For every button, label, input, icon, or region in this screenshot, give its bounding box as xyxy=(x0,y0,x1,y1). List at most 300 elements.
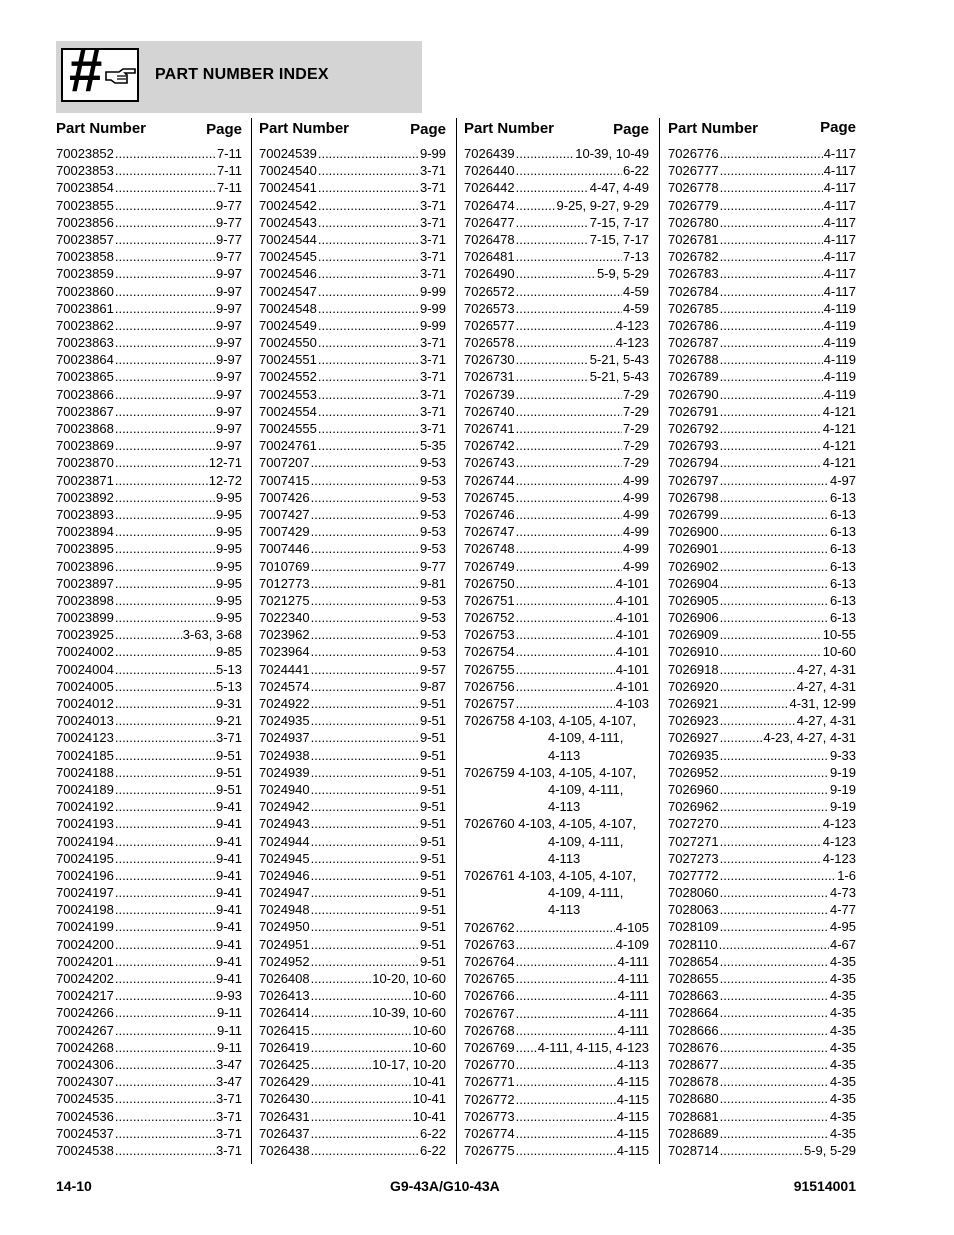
part-number: 70024542 xyxy=(259,197,317,213)
page-reference: 6-13 xyxy=(829,592,856,608)
leader-dots xyxy=(311,1022,412,1039)
page-reference: 4-113 xyxy=(616,1057,649,1073)
index-row xyxy=(56,506,242,523)
page-reference: 7-29 xyxy=(622,438,649,454)
index-row xyxy=(259,661,446,678)
index-row xyxy=(668,815,856,832)
part-number: 70024307 xyxy=(56,1074,114,1090)
part-number: 70024199 xyxy=(56,919,114,935)
index-row-multiline xyxy=(464,764,649,816)
index-row xyxy=(464,162,649,179)
page-reference: 9-51 xyxy=(419,902,446,918)
index-row xyxy=(668,231,856,248)
page-reference: 4-117 xyxy=(823,283,856,299)
index-row xyxy=(668,695,856,712)
leader-dots xyxy=(516,248,622,265)
part-number: 70024545 xyxy=(259,249,317,265)
part-number: 70024543 xyxy=(259,214,317,230)
leader-dots xyxy=(720,1125,829,1142)
leader-dots xyxy=(720,918,829,935)
part-number: 7028689 xyxy=(668,1125,719,1141)
index-row xyxy=(259,884,446,901)
multiline-entry xyxy=(464,712,636,729)
page-reference: 5-9, 5-29 xyxy=(803,1142,856,1158)
index-row xyxy=(464,403,649,420)
page-reference: 4-111 xyxy=(617,971,649,987)
index-row xyxy=(668,523,856,540)
part-number: 7024945 xyxy=(259,850,310,866)
leader-dots xyxy=(516,472,622,489)
part-number: 7028677 xyxy=(668,1056,719,1072)
part-number-header: Part Number xyxy=(259,120,350,137)
page-reference: 9-33 xyxy=(829,747,856,763)
index-row xyxy=(668,970,856,987)
page-reference: 1-6 xyxy=(837,867,856,883)
part-number: 70024185 xyxy=(56,747,114,763)
page-reference: 9-51 xyxy=(419,919,446,935)
index-row xyxy=(464,523,649,540)
leader-dots xyxy=(115,626,182,643)
index-row xyxy=(464,283,649,300)
page-reference: 9-41 xyxy=(215,971,242,986)
page-reference: 6-13 xyxy=(829,489,856,505)
part-number: 70024541 xyxy=(259,180,317,196)
part-number: 7026408 xyxy=(259,971,310,986)
index-row xyxy=(56,1090,242,1107)
part-number: 70024540 xyxy=(259,163,317,179)
leader-dots xyxy=(311,454,419,471)
index-row xyxy=(464,489,649,506)
part-number: 7026756 xyxy=(464,678,515,694)
page-reference: 9-95 xyxy=(215,524,242,540)
page-reference: 9-57 xyxy=(419,661,446,677)
part-number: 7028676 xyxy=(668,1039,719,1055)
part-number: 7024952 xyxy=(259,953,310,969)
index-row xyxy=(56,420,242,437)
page-reference: 4-123 xyxy=(822,833,856,849)
index-row xyxy=(668,1073,856,1090)
page-reference: 9-51 xyxy=(419,850,446,866)
part-number: 7026910 xyxy=(668,644,719,660)
page-reference: 4-67 xyxy=(829,936,856,952)
index-row xyxy=(56,678,242,695)
leader-dots xyxy=(720,420,822,437)
page-reference: 9-11 xyxy=(216,1039,242,1055)
part-number: 7026960 xyxy=(668,781,719,797)
index-row xyxy=(56,437,242,454)
part-number: 70024553 xyxy=(259,386,317,402)
page-reference: 4-77 xyxy=(829,902,856,918)
page-reference: 5-13 xyxy=(215,661,242,677)
index-row xyxy=(464,1108,649,1125)
page-reference: 9-99 xyxy=(419,300,446,316)
index-row xyxy=(56,1056,242,1073)
leader-dots xyxy=(115,695,215,712)
part-number: 7026798 xyxy=(668,489,719,505)
part-number: 7007427 xyxy=(259,506,310,522)
leader-dots xyxy=(318,231,419,248)
page-reference: 9-95 xyxy=(215,541,242,557)
part-number: 70023862 xyxy=(56,317,114,333)
index-row xyxy=(259,300,446,317)
page-reference: 7-29 xyxy=(622,386,649,402)
page-reference: 9-51 xyxy=(419,747,446,763)
page-reference: 4-35 xyxy=(829,1039,856,1055)
page-reference: 9-51 xyxy=(419,696,446,711)
leader-dots xyxy=(115,661,215,678)
page-reference: 4-99 xyxy=(622,472,649,488)
part-number: 7021275 xyxy=(259,592,310,608)
leader-dots xyxy=(311,867,419,884)
index-row xyxy=(56,523,242,540)
index-row xyxy=(668,833,856,850)
leader-dots xyxy=(516,575,615,592)
leader-dots xyxy=(311,747,419,764)
leader-dots xyxy=(311,540,419,557)
part-number: 7026791 xyxy=(668,403,719,419)
index-row xyxy=(668,454,856,471)
index-row xyxy=(56,1108,242,1125)
document-number: 91514001 xyxy=(793,1178,856,1194)
leader-dots xyxy=(318,334,419,351)
page-reference: 9-19 xyxy=(829,781,856,797)
page-reference: 9-53 xyxy=(419,610,446,626)
leader-dots xyxy=(516,1091,616,1108)
page-header: Page xyxy=(410,121,446,138)
part-number: 7024944 xyxy=(259,833,310,849)
page-reference: 4-31, 12-99 xyxy=(789,696,856,711)
leader-dots xyxy=(115,472,208,489)
leader-dots xyxy=(720,214,823,231)
index-row xyxy=(259,592,446,609)
index-row xyxy=(56,351,242,368)
leader-dots xyxy=(516,678,615,695)
part-number: 7026787 xyxy=(668,335,719,351)
page-reference: 4-113 xyxy=(548,902,581,918)
index-row xyxy=(259,901,446,918)
index-row xyxy=(668,712,856,729)
leader-dots xyxy=(115,558,215,575)
page-reference: 9-53 xyxy=(419,541,446,557)
index-row xyxy=(668,1125,856,1142)
page-reference: 9-11 xyxy=(216,1005,242,1021)
leader-dots xyxy=(516,386,622,403)
index-row xyxy=(259,1108,446,1125)
leader-dots xyxy=(318,197,419,214)
index-row xyxy=(259,747,446,764)
leader-dots xyxy=(318,386,419,403)
page-reference: 6-22 xyxy=(419,1125,446,1141)
page-reference: 4-117 xyxy=(823,146,856,161)
page-reference: 4-103, 4-105, 4-107, xyxy=(518,868,637,884)
page-reference: 4-117 xyxy=(823,266,856,282)
part-number: 7026748 xyxy=(464,541,515,557)
part-number: 7027271 xyxy=(668,833,719,849)
page-reference: 4-101 xyxy=(615,644,649,660)
leader-dots xyxy=(720,1142,803,1159)
index-row xyxy=(259,540,446,557)
index-row xyxy=(56,661,242,678)
part-number: 70024306 xyxy=(56,1056,114,1072)
page-reference: 3-71 xyxy=(419,386,446,402)
page-reference: 4-97 xyxy=(829,472,856,488)
page-reference: 4-117 xyxy=(823,214,856,230)
index-row xyxy=(56,609,242,626)
page-reference: 4-109, 4-111, xyxy=(548,730,624,746)
leader-dots xyxy=(720,523,829,540)
index-row xyxy=(464,420,649,437)
page-reference: 4-117 xyxy=(823,180,856,196)
part-number: 7026771 xyxy=(464,1074,515,1090)
leader-dots xyxy=(311,729,419,746)
page-reference: 10-41 xyxy=(412,1108,446,1124)
page-reference: 9-53 xyxy=(419,592,446,608)
page-reference: 5-21, 5-43 xyxy=(589,352,649,368)
leader-dots xyxy=(516,1022,617,1039)
leader-dots xyxy=(516,609,615,626)
index-row xyxy=(259,798,446,815)
part-number: 70024200 xyxy=(56,936,114,952)
part-number: 70024536 xyxy=(56,1108,114,1124)
index-column-2 xyxy=(259,120,446,1159)
leader-dots xyxy=(115,678,215,695)
part-number: 7026781 xyxy=(668,231,719,247)
index-row xyxy=(56,489,242,506)
leader-dots xyxy=(720,575,829,592)
leader-dots xyxy=(720,489,829,506)
page-reference: 9-81 xyxy=(419,575,446,591)
page-reference: 3-71 xyxy=(215,1108,242,1124)
index-row xyxy=(668,179,856,196)
leader-dots xyxy=(516,953,617,970)
page-reference: 10-39, 10-49 xyxy=(575,146,649,161)
leader-dots xyxy=(115,283,215,300)
part-number: 7024935 xyxy=(259,713,310,729)
part-number: 7028664 xyxy=(668,1005,719,1021)
leader-dots xyxy=(516,145,575,162)
leader-dots xyxy=(115,1125,215,1142)
pointing-hand-icon xyxy=(105,66,137,86)
page-reference: 7-13 xyxy=(622,249,649,265)
leader-dots xyxy=(115,214,215,231)
leader-dots xyxy=(311,1142,419,1159)
page-reference: 3-47 xyxy=(215,1056,242,1072)
page-reference: 4-103, 4-105, 4-107, xyxy=(518,713,637,729)
index-row xyxy=(464,558,649,575)
page-reference: 4-27, 4-31 xyxy=(796,661,856,677)
part-number: 70023860 xyxy=(56,283,114,299)
page-reference: 4-99 xyxy=(622,489,649,505)
index-row xyxy=(464,643,649,660)
page-reference: 9-41 xyxy=(215,953,242,969)
index-row xyxy=(259,248,446,265)
index-row xyxy=(464,987,649,1004)
leader-dots xyxy=(115,936,215,953)
page-reference: 4-121 xyxy=(822,438,856,454)
index-row xyxy=(668,609,856,626)
part-number: 70024195 xyxy=(56,850,114,866)
leader-dots xyxy=(311,987,412,1004)
part-number: 7026921 xyxy=(668,696,719,711)
page-reference: 4-109 xyxy=(615,936,649,952)
part-number: 70024005 xyxy=(56,678,114,694)
page-reference: 4-35 xyxy=(829,1056,856,1072)
leader-dots xyxy=(311,815,419,832)
leader-dots xyxy=(516,626,615,643)
leader-dots xyxy=(311,661,419,678)
index-row xyxy=(259,351,446,368)
part-number: 70024202 xyxy=(56,971,114,986)
part-number: 70023861 xyxy=(56,300,114,316)
index-row xyxy=(56,1022,242,1039)
leader-dots xyxy=(311,712,419,729)
index-row xyxy=(259,265,446,282)
part-number: 7026783 xyxy=(668,266,719,282)
page-reference: 9-51 xyxy=(419,953,446,969)
leader-dots xyxy=(720,403,822,420)
leader-dots xyxy=(311,953,419,970)
part-number: 70024551 xyxy=(259,352,317,368)
column-divider xyxy=(251,118,252,1164)
index-row xyxy=(56,850,242,867)
page-reference: 9-41 xyxy=(215,885,242,901)
index-row xyxy=(259,695,446,712)
leader-dots xyxy=(720,351,823,368)
index-row xyxy=(259,678,446,695)
index-row xyxy=(464,368,649,385)
leader-dots xyxy=(115,833,215,850)
page-reference: 9-51 xyxy=(419,867,446,883)
part-number: 7026766 xyxy=(464,988,515,1004)
index-row xyxy=(259,575,446,592)
part-number: 7026440 xyxy=(464,163,515,179)
index-column-1 xyxy=(56,120,242,1159)
index-row xyxy=(464,248,649,265)
index-row xyxy=(464,351,649,368)
index-row xyxy=(668,987,856,1004)
part-number: 7024947 xyxy=(259,885,310,901)
leader-dots xyxy=(115,815,215,832)
part-number: 7028678 xyxy=(668,1074,719,1090)
index-row xyxy=(259,197,446,214)
page-header: Page xyxy=(206,121,242,138)
page-reference: 4-111, 4-115, 4-123 xyxy=(537,1039,649,1055)
part-number: 7024950 xyxy=(259,919,310,935)
leader-dots xyxy=(720,283,823,300)
part-number: 70024002 xyxy=(56,644,114,660)
page-reference: 9-95 xyxy=(215,592,242,608)
part-number: 7026784 xyxy=(668,283,719,299)
page-reference: 9-77 xyxy=(215,231,242,247)
index-row xyxy=(668,506,856,523)
part-number: 70023867 xyxy=(56,403,114,419)
part-number: 7026746 xyxy=(464,506,515,522)
page-reference: 12-71 xyxy=(208,455,242,471)
part-number: 7026442 xyxy=(464,180,515,196)
page-reference: 3-71 xyxy=(419,180,446,196)
index-row xyxy=(464,472,649,489)
index-row xyxy=(464,609,649,626)
leader-dots xyxy=(115,454,208,471)
leader-dots xyxy=(311,1039,412,1056)
leader-dots xyxy=(516,317,615,334)
page-reference: 9-77 xyxy=(215,214,242,230)
leader-dots xyxy=(115,403,215,420)
page-reference: 4-117 xyxy=(823,197,856,213)
page-reference: 4-99 xyxy=(622,506,649,522)
page-reference: 4-35 xyxy=(829,1125,856,1141)
part-number: 7026750 xyxy=(464,575,515,591)
leader-dots xyxy=(115,162,216,179)
leader-dots xyxy=(720,437,822,454)
index-row xyxy=(668,850,856,867)
part-number: 7028060 xyxy=(668,885,719,901)
index-row xyxy=(668,472,856,489)
part-number: 7026902 xyxy=(668,558,719,574)
leader-dots xyxy=(318,265,419,282)
page-reference: 9-87 xyxy=(419,678,446,694)
index-row xyxy=(464,626,649,643)
leader-dots xyxy=(318,300,419,317)
index-row xyxy=(464,1125,649,1142)
part-number: 7026793 xyxy=(668,438,719,454)
page-reference: 7-15, 7-17 xyxy=(589,231,649,247)
column-divider xyxy=(456,118,457,1164)
leader-dots xyxy=(311,936,419,953)
index-row xyxy=(259,179,446,196)
page-reference: 4-119 xyxy=(823,335,856,351)
part-number: 7026935 xyxy=(668,747,719,763)
index-row xyxy=(259,936,446,953)
leader-dots xyxy=(115,265,215,282)
page-reference: 9-53 xyxy=(419,472,446,488)
page-reference: 9-19 xyxy=(829,799,856,815)
page-reference: 6-13 xyxy=(829,558,856,574)
part-number: 7026759 xyxy=(464,764,515,780)
leader-dots xyxy=(720,1090,829,1107)
part-number: 7026769 xyxy=(464,1039,515,1055)
index-row xyxy=(56,764,242,781)
leader-dots xyxy=(720,884,829,901)
page-reference: 3-71 xyxy=(419,352,446,368)
page-reference: 4-113 xyxy=(548,747,581,763)
leader-dots xyxy=(720,1073,829,1090)
index-rows xyxy=(56,145,242,1159)
index-row xyxy=(259,403,446,420)
index-row xyxy=(259,626,446,643)
leader-dots xyxy=(720,815,822,832)
page-reference: 9-99 xyxy=(419,317,446,333)
part-number: 7026901 xyxy=(668,541,719,557)
index-row xyxy=(259,850,446,867)
leader-dots xyxy=(311,1073,412,1090)
leader-dots xyxy=(516,300,622,317)
part-number: 7026437 xyxy=(259,1125,310,1141)
page-reference: 7-11 xyxy=(216,180,242,196)
leader-dots xyxy=(115,643,215,660)
index-row xyxy=(668,265,856,282)
page-reference: 7-15, 7-17 xyxy=(589,214,649,230)
page-reference: 7-29 xyxy=(622,455,649,471)
part-number: 7026747 xyxy=(464,524,515,540)
page-reference: 10-55 xyxy=(822,627,856,643)
page-reference: 9-53 xyxy=(419,524,446,540)
leader-dots xyxy=(516,162,622,179)
part-number: 7026757 xyxy=(464,696,515,711)
leader-dots xyxy=(516,919,615,936)
part-number: 70024266 xyxy=(56,1005,114,1021)
leader-dots xyxy=(720,472,829,489)
